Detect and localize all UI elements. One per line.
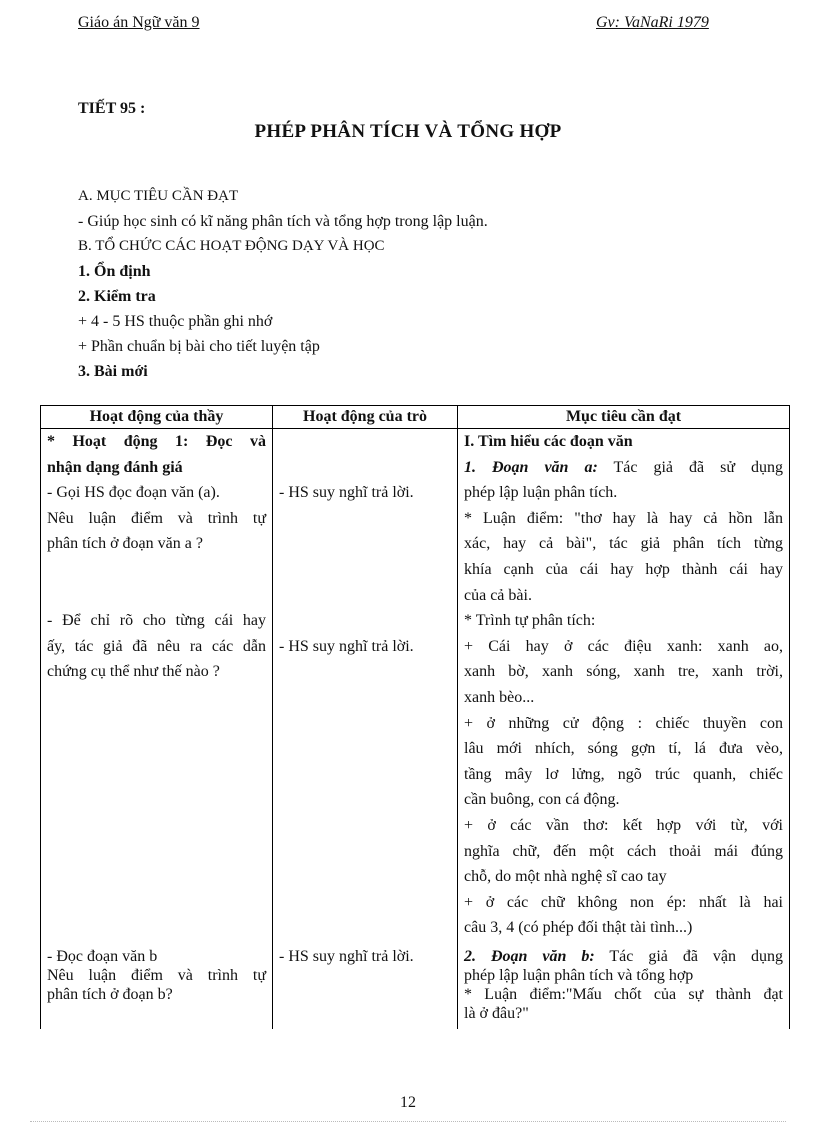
goal-line: lâu mới nhích, sóng gợn tí, lá đưa vèo, (464, 740, 783, 758)
step-1: 1. Ổn định (78, 263, 151, 280)
teacher-cell (41, 941, 273, 1029)
header-teacher: Gv: VaNaRi 1979 (596, 14, 709, 31)
goal-text: Tác giả đã vận dụng (594, 947, 784, 965)
student-answer: - HS suy nghĩ trả lời. (279, 484, 414, 501)
section-b: B. TỔ CHỨC CÁC HOẠT ĐỘNG DẠY VÀ HỌC (78, 238, 385, 254)
section-a: A. MỤC TIÊU CẦN ĐẠT (78, 188, 239, 204)
step-2: 2. Kiểm tra (78, 288, 156, 305)
footer-divider (30, 1121, 786, 1122)
goal-line: * Trình tự phân tích: (464, 612, 596, 630)
check-item-2: + Phần chuẩn bị bài cho tiết luyện tập (78, 338, 320, 355)
goal-line: xác, hay cả bài", tác giả phân tích từng (464, 535, 783, 553)
goal-cell (458, 429, 790, 941)
header-teacher-col: Hoạt động của thầy (41, 406, 273, 429)
teacher-line: chứng cụ thể như thế nào ? (47, 663, 220, 681)
goal-heading: I. Tìm hiểu các đoạn văn (464, 433, 633, 450)
goal-line: tầng mây lơ lửng, ngõ trúc quanh, chiếc (464, 765, 783, 783)
teacher-cell (41, 429, 273, 941)
teacher-line: phân tích ở đoạn b? (47, 985, 173, 1003)
teacher-line: phân tích ở đoạn văn a ? (47, 535, 203, 553)
check-item-1: + 4 - 5 HS thuộc phần ghi nhớ (78, 313, 273, 330)
student-cell (273, 941, 458, 1029)
goal-line: của cả bài. (464, 586, 532, 604)
activity-heading-2: nhận dạng đánh giá (47, 458, 183, 476)
goal-line: phép lập luận phân tích. (464, 484, 618, 502)
teacher-line: Nêu luận điểm và trình tự (47, 966, 266, 984)
goal-line: là ở đâu?" (464, 1004, 529, 1022)
student-answer: - HS suy nghĩ trả lời. (279, 637, 414, 655)
table-header-row (41, 406, 790, 429)
student-cell (273, 429, 458, 941)
goal-line: * Luận điểm: "thơ hay là hay cả hồn lẫn (464, 509, 783, 527)
outline (78, 184, 488, 384)
goal-line: + ở các vần thơ: kết hợp với từ, với (464, 816, 783, 834)
goal-line: xanh bờ, xanh sóng, xanh tre, xanh trời, (464, 663, 783, 681)
teacher-line: ấy, tác giả đã nêu ra các dẫn (47, 637, 266, 655)
page-title: PHÉP PHÂN TÍCH VÀ TỔNG HỢP (254, 121, 562, 142)
table-row (41, 429, 790, 941)
teacher-line: Nêu luận điểm và trình tự (47, 509, 266, 527)
goal-line: câu 3, 4 (có phép đối thật tài tình...) (464, 919, 693, 937)
teacher-line: - Gọi HS đọc đoạn văn (a). (47, 484, 220, 502)
step-3: 3. Bài mới (78, 363, 148, 380)
goal-line: * Luận điểm:"Mấu chốt của sự thành đạt (464, 985, 783, 1003)
lesson-label: TIẾT 95 : (78, 100, 146, 117)
goal-line (464, 455, 783, 481)
header-goal-col: Mục tiêu cần đạt (458, 406, 790, 429)
teacher-line: - Để chỉ rõ cho từng cái hay (47, 611, 266, 629)
goal-line: + ở các chữ không non ép: nhất là hai (464, 893, 783, 911)
goal-line: khía cạnh của cái hay hợp thành cái hay (464, 560, 783, 578)
goal-line: nghĩa chữ, đến một cách thoải mái đúng (464, 842, 783, 860)
activity-heading: * Hoạt động 1: Đọc và (47, 433, 266, 450)
goal-line: + ở những cử động : chiếc thuyền con (464, 714, 783, 732)
goal-line: cần buông, con cá động. (464, 791, 620, 809)
header-course: Giáo án Ngữ văn 9 (78, 14, 200, 31)
student-answer: - HS suy nghĩ trả lời. (279, 947, 414, 965)
goal-text: Tác giả đã sử dụng (597, 458, 784, 476)
goal-line: phép lập luận phân tích và tổng hợp (464, 966, 694, 984)
goal-cell (458, 941, 790, 1029)
paragraph-b-label: 2. Đoạn văn b: (464, 947, 595, 965)
activity-table (40, 405, 790, 1029)
paragraph-a-label: 1. Đoạn văn a: (464, 458, 598, 476)
goal-line (464, 947, 783, 966)
goal-line: + Cái hay ở các điệu xanh: xanh ao, (464, 637, 783, 655)
table-row (41, 941, 790, 1029)
goal-line: chỗ, do một nhà nghệ sĩ cao tay (464, 868, 667, 886)
teacher-line: - Đọc đoạn văn b (47, 947, 158, 965)
section-a-item: - Giúp học sinh có kĩ năng phân tích và tổng hợp trong lập luận. (78, 213, 488, 230)
goal-line: xanh bèo... (464, 688, 535, 706)
header-student-col: Hoạt động của trò (273, 406, 458, 429)
page-number: 12 (400, 1094, 416, 1111)
